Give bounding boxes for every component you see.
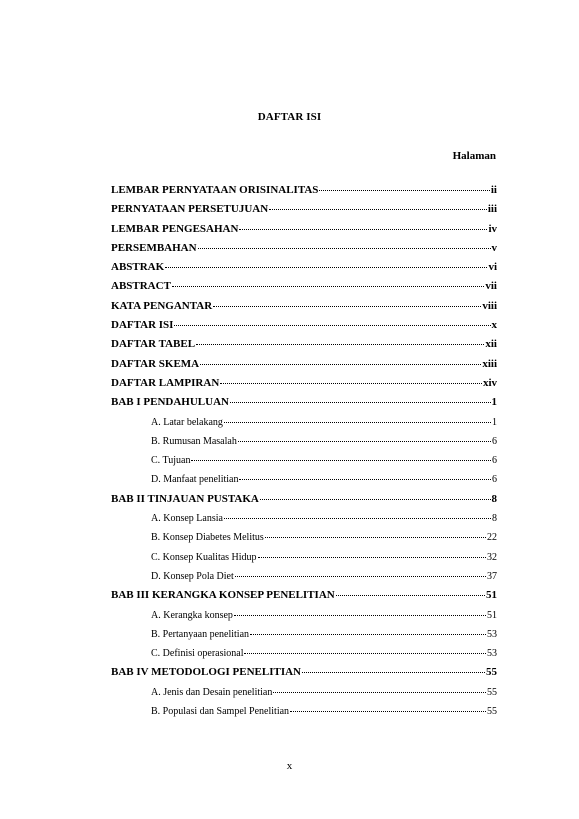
dot-leader <box>250 626 486 635</box>
dot-leader <box>239 471 491 480</box>
toc-entry-page-number: vi <box>488 261 497 274</box>
dot-leader <box>269 201 487 210</box>
dot-leader <box>230 394 491 403</box>
toc-entry-page-number: 6 <box>492 435 497 447</box>
toc-entry-page-number: xii <box>485 338 497 351</box>
toc-entry-label: DAFTAR ISI <box>111 319 174 332</box>
toc-entry-page-number: 32 <box>487 551 497 563</box>
toc-entry-page-number: 8 <box>491 492 497 505</box>
toc-entry-page-number: iii <box>487 203 497 216</box>
dot-leader <box>244 645 486 654</box>
dot-leader <box>238 433 491 442</box>
toc-entry-section <box>111 705 497 724</box>
toc-entry-label: ABSTRACT <box>111 280 171 293</box>
dot-leader <box>290 703 486 712</box>
toc-entry-label: BAB II TINJAUAN PUSTAKA <box>111 492 259 505</box>
dot-leader <box>239 221 487 230</box>
dot-leader <box>273 684 486 693</box>
toc-entry-page-number: 51 <box>486 589 497 602</box>
toc-entry-page-number: vii <box>485 280 497 293</box>
toc-entry-page-number: 53 <box>487 628 497 640</box>
dot-leader <box>198 240 491 249</box>
toc-entry-label: BAB IV METODOLOGI PENELITIAN <box>111 666 301 679</box>
dot-leader <box>302 664 485 673</box>
footer-page-number: x <box>286 760 293 772</box>
toc-entry-label: A. Latar belakang <box>151 416 223 428</box>
dot-leader <box>265 529 486 538</box>
dot-leader <box>200 356 481 365</box>
toc-entry-label: D. Konsep Pola Diet <box>151 570 234 582</box>
toc-entry-page-number: xiv <box>482 376 497 389</box>
toc-entry-label: DAFTAR LAMPIRAN <box>111 376 220 389</box>
dot-leader <box>191 452 491 461</box>
toc-entry-page-number: 37 <box>487 570 497 582</box>
toc-entry-label: A. Kerangka konsep <box>151 609 233 621</box>
toc-entry-page-number: v <box>491 241 497 254</box>
toc-entry-label: B. Rumusan Masalah <box>151 435 237 447</box>
dot-leader <box>224 510 491 519</box>
toc-entry-label: B. Pertanyaan penelitian <box>151 628 250 640</box>
dot-leader <box>260 491 491 500</box>
dot-leader <box>224 414 491 423</box>
toc-entry-label: B. Konsep Diabetes Melitus <box>151 532 264 544</box>
toc-entry-label: A. Jenis dan Desain penelitian <box>151 686 273 698</box>
toc-entry-page-number: ii <box>490 184 497 196</box>
toc-entry-page-number: 1 <box>491 396 497 409</box>
toc-entry-page-number: 53 <box>487 648 497 660</box>
toc-entry-label: BAB III KERANGKA KONSEP PENELITIAN <box>111 589 335 602</box>
dot-leader <box>196 336 484 345</box>
toc-entry-page-number: 55 <box>487 706 497 718</box>
toc-entry-label: KATA PENGANTAR <box>111 299 213 312</box>
toc-entry-label: DAFTAR TABEL <box>111 338 196 351</box>
dot-leader <box>213 298 481 307</box>
toc-entry-page-number: 51 <box>487 609 497 621</box>
toc-entry-label: C. Konsep Kualitas Hidup <box>151 551 257 563</box>
toc-entry-page-number: viii <box>482 299 497 312</box>
dot-leader <box>165 259 487 268</box>
toc-entry-page-number: x <box>491 319 497 332</box>
toc-entry-label: C. Tujuan <box>151 455 191 467</box>
toc-entry-label: LEMBAR PERNYATAAN ORISINALITAS <box>111 184 319 196</box>
toc-entry-label: BAB I PENDAHULUAN <box>111 396 229 409</box>
toc-entry-label: D. Manfaat penelitian <box>151 474 239 486</box>
toc-entry-page-number: iv <box>488 222 497 235</box>
toc-entry-label: LEMBAR PENGESAHAN <box>111 222 239 235</box>
toc-entry-label: ABSTRAK <box>111 261 165 274</box>
dot-leader <box>319 182 489 191</box>
page-column-label: Halaman <box>452 150 496 162</box>
dot-leader <box>174 317 490 326</box>
toc-entry-label: PERSEMBAHAN <box>111 241 197 254</box>
toc-entry-page-number: xiii <box>482 357 497 370</box>
toc-entry-label: DAFTAR SKEMA <box>111 357 200 370</box>
toc-entry-label: B. Populasi dan Sampel Penelitian <box>151 706 290 718</box>
dot-leader <box>172 278 484 287</box>
dot-leader <box>258 549 486 558</box>
dot-leader <box>336 587 485 596</box>
toc-entry-page-number: 55 <box>486 666 497 679</box>
dot-leader <box>234 607 486 616</box>
toc-entry-label: C. Definisi operasional <box>151 648 244 660</box>
toc-entry-page-number: 22 <box>487 532 497 544</box>
toc-entry-label: A. Konsep Lansia <box>151 513 223 525</box>
toc-entry-page-number: 1 <box>492 416 497 428</box>
dot-leader <box>235 568 486 577</box>
toc-entry-page-number: 6 <box>492 455 497 467</box>
toc-entry-page-number: 8 <box>492 513 497 525</box>
dot-leader <box>220 375 482 384</box>
toc-entry-label: PERNYATAAN PERSETUJUAN <box>111 203 269 216</box>
toc-entry-page-number: 6 <box>492 474 497 486</box>
toc-entry-page-number: 55 <box>487 686 497 698</box>
table-of-contents <box>111 184 497 724</box>
page-title: DAFTAR ISI <box>257 111 322 123</box>
